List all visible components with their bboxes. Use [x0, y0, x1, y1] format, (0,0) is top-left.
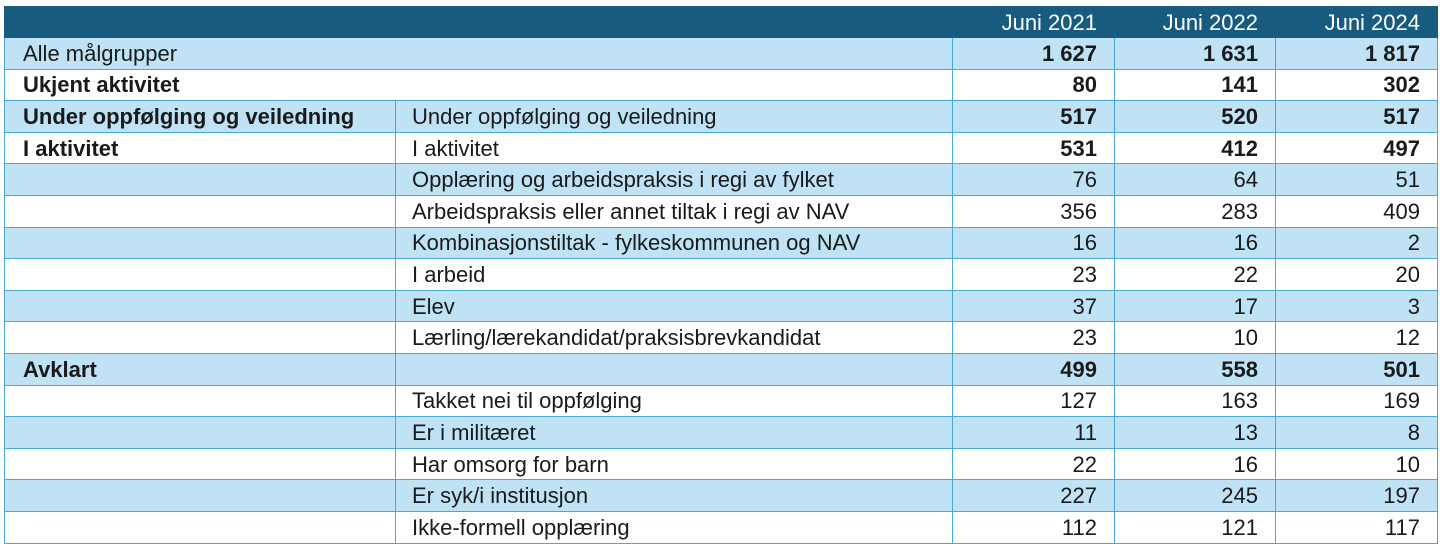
row-value-1: 356 [953, 195, 1115, 227]
row-value-3: 169 [1276, 385, 1438, 417]
row-value-1: 11 [953, 417, 1115, 449]
row-value-3: 51 [1276, 164, 1438, 196]
row-sub-label: Under oppfølging og veiledning [396, 101, 953, 133]
row-value-2: 16 [1115, 227, 1276, 259]
row-group-label: Ukjent aktivitet [5, 69, 953, 101]
header-blank [5, 7, 953, 38]
row-group-label: Avklart [5, 353, 396, 385]
table-row [5, 195, 1438, 227]
row-sub-label: Ikke-formell opplæring [396, 511, 953, 543]
row-value-2: 163 [1115, 385, 1276, 417]
row-value-3: 302 [1276, 69, 1438, 101]
row-sub-label: Lærling/lærekandidat/praksisbrevkandidat [396, 322, 953, 354]
table-row [5, 38, 1438, 70]
row-group-label: Under oppfølging og veiledning [5, 101, 396, 133]
row-group-label [5, 448, 396, 480]
table-row [5, 448, 1438, 480]
row-sub-label: Opplæring og arbeidspraksis i regi av fylket [396, 164, 953, 196]
row-value-1: 80 [953, 69, 1115, 101]
table-row [5, 101, 1438, 133]
row-sub-label: Er syk/i institusjon [396, 480, 953, 512]
row-value-3: 2 [1276, 227, 1438, 259]
row-value-1: 23 [953, 259, 1115, 291]
row-value-2: 121 [1115, 511, 1276, 543]
row-value-2: 22 [1115, 259, 1276, 291]
row-value-3: 197 [1276, 480, 1438, 512]
row-value-3: 501 [1276, 353, 1438, 385]
row-value-2: 16 [1115, 448, 1276, 480]
row-value-1: 1 627 [953, 38, 1115, 70]
table-row [5, 417, 1438, 449]
header-year-3: Juni 2024 [1276, 7, 1438, 38]
table-body [5, 38, 1438, 544]
row-value-3: 1 817 [1276, 38, 1438, 70]
row-value-1: 227 [953, 480, 1115, 512]
row-value-3: 497 [1276, 132, 1438, 164]
row-value-2: 10 [1115, 322, 1276, 354]
row-sub-label: Er i militæret [396, 417, 953, 449]
row-group-label [5, 164, 396, 196]
table-row [5, 132, 1438, 164]
table-row [5, 480, 1438, 512]
row-group-label [5, 259, 396, 291]
row-value-1: 37 [953, 290, 1115, 322]
row-group-label [5, 385, 396, 417]
row-value-3: 20 [1276, 259, 1438, 291]
row-value-3: 10 [1276, 448, 1438, 480]
row-group-label [5, 417, 396, 449]
row-value-2: 141 [1115, 69, 1276, 101]
row-value-1: 499 [953, 353, 1115, 385]
row-value-2: 412 [1115, 132, 1276, 164]
table-row [5, 322, 1438, 354]
row-value-2: 64 [1115, 164, 1276, 196]
table-row [5, 164, 1438, 196]
row-sub-label: Har omsorg for barn [396, 448, 953, 480]
row-value-3: 3 [1276, 290, 1438, 322]
row-value-2: 13 [1115, 417, 1276, 449]
header-row [5, 7, 1438, 38]
row-group-label [5, 511, 396, 543]
row-group-label [5, 480, 396, 512]
row-group-label [5, 290, 396, 322]
row-sub-label: I arbeid [396, 259, 953, 291]
row-value-3: 409 [1276, 195, 1438, 227]
row-value-1: 16 [953, 227, 1115, 259]
row-sub-label: Arbeidspraksis eller annet tiltak i regi av NAV [396, 195, 953, 227]
row-value-2: 245 [1115, 480, 1276, 512]
row-value-3: 117 [1276, 511, 1438, 543]
row-value-2: 283 [1115, 195, 1276, 227]
table-row [5, 511, 1438, 543]
row-value-2: 17 [1115, 290, 1276, 322]
row-group-label: Alle målgrupper [5, 38, 953, 70]
row-sub-label [396, 353, 953, 385]
row-value-1: 76 [953, 164, 1115, 196]
header-year-1: Juni 2021 [953, 7, 1115, 38]
table-row [5, 353, 1438, 385]
row-group-label [5, 195, 396, 227]
row-group-label [5, 322, 396, 354]
row-group-label: I aktivitet [5, 132, 396, 164]
row-value-2: 520 [1115, 101, 1276, 133]
row-value-3: 12 [1276, 322, 1438, 354]
header-year-2: Juni 2022 [1115, 7, 1276, 38]
row-value-1: 127 [953, 385, 1115, 417]
row-sub-label: Elev [396, 290, 953, 322]
row-value-1: 22 [953, 448, 1115, 480]
row-value-2: 1 631 [1115, 38, 1276, 70]
row-sub-label: Kombinasjonstiltak - fylkeskommunen og NAV [396, 227, 953, 259]
row-value-1: 112 [953, 511, 1115, 543]
row-value-2: 558 [1115, 353, 1276, 385]
row-value-1: 517 [953, 101, 1115, 133]
row-value-3: 8 [1276, 417, 1438, 449]
table-row [5, 69, 1438, 101]
table-row [5, 385, 1438, 417]
table-row [5, 259, 1438, 291]
row-sub-label: I aktivitet [396, 132, 953, 164]
row-value-3: 517 [1276, 101, 1438, 133]
statistics-table [4, 6, 1438, 544]
row-group-label [5, 227, 396, 259]
table-row [5, 290, 1438, 322]
table-row [5, 227, 1438, 259]
row-value-1: 531 [953, 132, 1115, 164]
row-value-1: 23 [953, 322, 1115, 354]
row-sub-label: Takket nei til oppfølging [396, 385, 953, 417]
